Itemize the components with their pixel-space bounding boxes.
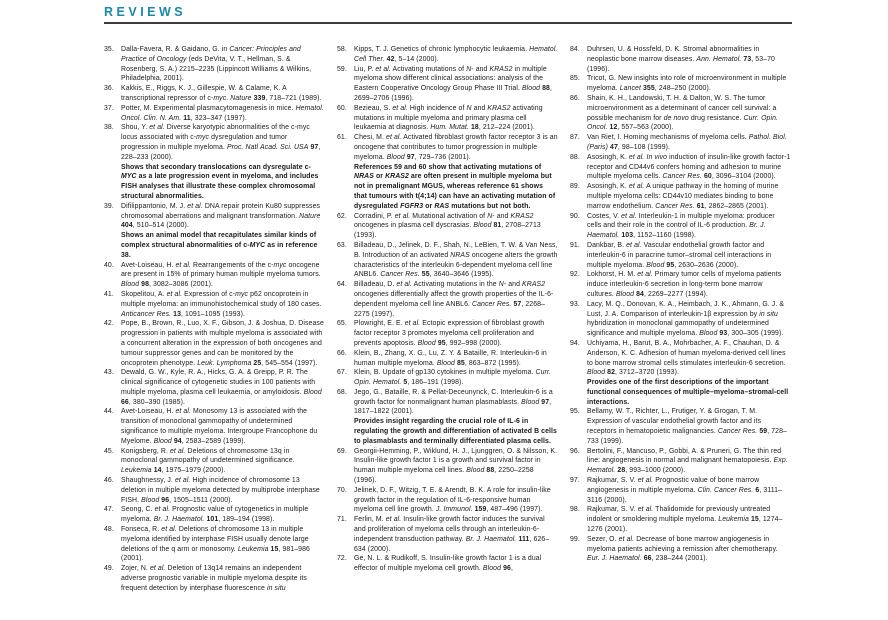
reference-number: 84. (570, 46, 580, 53)
reference-number: 61. (337, 134, 347, 142)
reference-text: Skopelitou, A. et al. Expression of c-myc p62 oncoprotein in multiple myeloma: an immunohistochemical study of 180 cases. Anticancer Res. 13, 1091–1095 (1993). (121, 290, 322, 318)
reference-item (570, 212, 791, 241)
reference-text: Ge, N. L. & Rudikoff, S. Insulin-like growth factor 1 is a dual effector of multiple myeloma cell growth. Blood 96, (354, 555, 542, 573)
reference-text: Difilippantonio, M. J. et al. DNA repair protein Ku80 suppresses chromosomal aberrations and malignant transformation. Nature 404, 510–514 (2000). Shows an animal model that recapitulates similar kinds of complex structural abnormalities of c-MYC as in reference 38. (121, 202, 325, 261)
reference-item (570, 505, 791, 534)
reference-number: 98. (570, 506, 580, 514)
reference-text: Uchiyama, H., Barut, B. A., Mohrbacher, A. F., Chauhan, D. & Anderson, K. C. Adhesion of human myeloma-derived cell lines to bone marrow stromal cells stimulates interleukin-6 secretion. Blood 82, 3712–3720 (1993). Provides one of the first descriptions of the important functional consequences of multiple–myeloma–stromal-cell interactions. (587, 339, 791, 408)
reference-number: 97. (570, 477, 580, 485)
reference-number: 67. (337, 369, 347, 377)
reference-number: 65. (337, 320, 347, 328)
reference-column (104, 45, 325, 594)
reference-text: Rajkumar, S. V. et al. Prognostic value of bone marrow angiogenesis in multiple myeloma. Clin. Cancer Res. 6, 3111–3116 (2000). (587, 477, 782, 504)
reference-number: 87. (570, 134, 580, 142)
reference-text: Georgii-Hemming, P., Wiklund, H. J., Ljunggren, O. & Nilsson, K. Insulin-like growth factor 1 is a growth and survival factor in human multiple myeloma cell lines. Blood 88, 2250–2258 (1996). (354, 447, 558, 485)
reference-text: Zojer, N. et al. Deletion of 13q14 remains an independent adverse prognostic variable in multiple myeloma despite its frequent detection by interphase fluorescence in situ (121, 565, 307, 592)
reference-number: 44. (104, 408, 114, 416)
reference-item (104, 564, 325, 593)
reference-text: Potter, M. Experimental plasmacytomagenesis in mice. Hematol. Oncol. Clin. N. Am. 11, 323–347 (1997). (121, 104, 324, 122)
reference-item (337, 486, 558, 515)
reference-text: Seong, C. et al. Prognostic value of cytogenetics in multiple myeloma. Br. J. Haematol. 101, 189–194 (1998). (121, 506, 309, 524)
reference-highlight-note: Provides one of the first descriptions of the important functional consequences of multiple–myeloma–stromal-cell interactions. (587, 379, 789, 406)
reference-number: 48. (104, 526, 114, 534)
reference-highlight-note: Shows that secondary translocations can dysregulate c-MYC as a late progression event in myeloma, and includes FISH analyses that illustrate these complex chromosomal structural abnormalities. (121, 163, 319, 200)
reference-number: 63. (337, 241, 347, 249)
reference-number: 68. (337, 388, 347, 396)
reference-text: Chesi, M. et al. Activated fibroblast growth factor receptor 3 is an oncogene that contributes to tumor progression in multiple myeloma. Blood 97, 729–736 (2001). References 59 and 60 show that activating mutations of NRAS or KRAS2 are often present in multiple myeloma but not in premalignant MGUS, whereas reference 61 shows that tumours with t(4;14) can have an activating mutation of dysregulated FGFR3 or RAS mutations but not both. (354, 134, 558, 210)
reference-item (337, 45, 558, 65)
reference-text: Pope, B., Brown, R., Luo, X. F., Gibson, J. & Joshua, D. Disease progression in patients with multiple myeloma is associated with a concurrent alteration in the expression of both oncogenes and tumour suppressor genes and can be monitored by the oncoprotein phenotype. Leuk. Lymphoma 25, 545–554 (1997). (121, 320, 324, 367)
reference-column (337, 45, 558, 594)
reference-number: 92. (570, 271, 580, 279)
reference-number: 60. (337, 104, 347, 112)
reference-number: 45. (104, 447, 114, 455)
reference-number: 66. (337, 349, 347, 357)
reference-item (104, 368, 325, 407)
reference-text: Asosingh, K. et al. A unique pathway in the homing of murine multiple myeloma cells: CD44v10 mediates binding to bone marrow endothelium. Cancer Res. 61, 2862–2865 (2001). (587, 183, 779, 210)
reference-item (570, 94, 791, 133)
reference-item (104, 319, 325, 368)
reference-number: 90. (570, 212, 580, 220)
reference-text: Rajkumar, S. V. et al. Thalidomide for previously untreated indolent or smoldering multiple myeloma. Leukemia 15, 1274–1276 (2001). (587, 506, 783, 534)
reference-highlight-note: References 59 and 60 show that activating mutations of NRAS or KRAS2 are often present in multiple myeloma but not in premalignant MGUS, whereas reference 61 shows that tumours with t(4;14) can have an activating mutation of dysregulated FGFR3 or RAS mutations but not both. (354, 163, 556, 210)
reference-text: Costes, V. et al. Interleukin-1 in multiple myeloma: producer cells and their role in the control of IL-6 production. Br. J. Haematol. 103, 1152–1160 (1998). (587, 212, 775, 240)
header-rule (104, 22, 792, 24)
reference-text: Shain, K. H., Landowski, T. H. & Dalton, W. S. The tumor microenvironment as a determinant of cancer cell survival: a possible mechanism for de novo drug resistance. Curr. Opin. Oncol. 12, 557–563 (2000). (587, 94, 779, 132)
reference-item (570, 447, 791, 476)
reference-text: Dankbar, B. et al. Vascular endothelial growth factor and interleukin-6 in paracrine tumor–stromal cell interactions in multiple myeloma. Blood 95, 2630–2636 (2000). (587, 241, 772, 269)
reference-item (104, 447, 325, 476)
reference-item (570, 133, 791, 153)
reference-item (337, 104, 558, 133)
reference-item (104, 407, 325, 446)
reference-text: Konigsberg, R. et al. Deletions of chromosome 13q in monoclonal gammopathy of undetermined significance. Leukemia 14, 1975–1979 (2000). (121, 447, 295, 475)
reference-number: 42. (104, 320, 114, 328)
reference-number: 71. (337, 516, 347, 524)
page-title: REVIEWS (104, 5, 187, 19)
reference-item (337, 65, 558, 104)
reference-item (104, 261, 325, 290)
reference-item (104, 525, 325, 564)
reference-text: Liu, P. et al. Activating mutations of N- and KRAS2 in multiple myeloma show different clinical associations: analysis of the Eastern Cooperative Oncology Group Phase III Trial. Blood 88, 2699–2706 (1996). (354, 65, 553, 102)
reference-item (104, 45, 325, 84)
reference-item (570, 74, 791, 94)
reference-item (337, 447, 558, 486)
reference-item (570, 153, 791, 182)
reference-text: Dalla-Favera, R. & Gaidano, G. in Cancer: Principles and Practice of Oncology (eds DeVita, V. T., Hellman, S. & Rosenberg, S. A.) 2215–2235 (Lippincott Williams & Wilkins, Philadelphia, 2001). (121, 46, 312, 83)
reference-number: 89. (570, 183, 580, 191)
reference-item (104, 476, 325, 505)
reference-text: Lacy, M. Q., Donovan, K. A., Heimbach, J. K., Ahmann, G. J. & Lust, J. A. Comparison of interleukin-1β expression by in situ hybridization in monoclonal gammopathy of undetermined significance and multiple myeloma. Blood 93, 300–305 (1999). (587, 300, 785, 338)
reference-text: Asosingh, K. et al. In vivo induction of insulin-like growth factor-1 receptor and CD44v6 confers homing and adhesion to murine multiple myeloma cells. Cancer Res. 60, 3096–3104 (2000). (587, 153, 791, 181)
reference-columns (104, 45, 792, 594)
reference-number: 91. (570, 241, 580, 249)
reference-number: 36. (104, 85, 114, 93)
reference-item (570, 270, 791, 299)
reference-number: 41. (104, 290, 114, 298)
reference-text: Van Riet, I. Homing mechanisms of myeloma cells. Pathol. Biol. (Paris) 47, 98–108 (1999). (587, 134, 787, 151)
reference-item (337, 388, 558, 447)
reference-item (570, 45, 791, 74)
reference-text: Bezieau, S. et al. High incidence of N and KRAS2 activating mutations in multiple myeloma and primary plasma cell leukaemia at diagnosis. Hum. Mutat. 18, 212–224 (2001). (354, 104, 543, 132)
reference-number: 70. (337, 486, 347, 494)
reference-number: 85. (570, 75, 580, 83)
reference-number: 94. (570, 339, 580, 347)
reference-number: 47. (104, 506, 114, 514)
reference-text: Avet-Loiseau, H. et al. Rearrangements of the c-myc oncogene are present in 15% of primary human multiple myeloma tumors. Blood 98, 3082–3086 (2001). (121, 261, 321, 289)
reference-number: 49. (104, 565, 114, 573)
reference-number: 39. (104, 202, 114, 210)
reference-text: Fonseca, R. et al. Deletions of chromosome 13 in multiple myeloma identified by interphase FISH usually denote large deletions of the q arm or monosomy. Leukemia 15, 981–986 (2001). (121, 526, 310, 563)
reference-text: Kipps, T. J. Genetics of chronic lymphocytic leukaemia. Hematol. Cell Ther. 42, 5–14 (2000). (354, 46, 558, 63)
reference-number: 99. (570, 535, 580, 543)
reference-item (337, 212, 558, 241)
reference-item (104, 104, 325, 124)
reference-text: Plowright, E. E. et al. Ectopic expression of fibroblast growth factor receptor 3 promotes myeloma cell proliferation and prevents apoptosis. Blood 95, 992–998 (2000). (354, 320, 545, 347)
reference-text: Jego, G., Bataille, R. & Pellat-Deceunynck, C. Interleukin-6 is a growth factor for nonmalignant human plasmablasts. Blood 97, 1817–1822 (2001). Provides insight regarding the crucial role of IL-6 in regulating the growth and differentiation of activated B cells to plasmablasts and terminally differentiated plasma cells. (354, 388, 557, 445)
reference-number: 38. (104, 124, 114, 132)
reference-item (570, 241, 791, 270)
reference-text: Shaughnessy, J. et al. High incidence of chromosome 13 deletion in multiple myeloma detected by multiprobe interphase FISH. Blood 96, 1505–1511 (2000). (121, 477, 320, 504)
reference-item (104, 202, 325, 261)
reference-item (337, 349, 558, 369)
reference-text: Duhrsen, U. & Hossfeld, D. K. Stromal abnormalities in neoplastic bone marrow diseases. Ann. Hematol. 73, 53–70 (1996). (587, 46, 775, 73)
reference-highlight-note: Shows an animal model that recapitulates similar kinds of complex structural abnormalities of c-MYC as in reference 38. (121, 232, 318, 259)
reference-number: 64. (337, 281, 347, 289)
reference-item (337, 554, 558, 574)
reference-text: Corradini, P. et al. Mutational activation of N- and KRAS2 oncogenes in plasma cell dyscrasias. Blood 81, 2708–2713 (1993). (354, 212, 541, 240)
reference-text: Kakkis, E., Riggs, K. J., Gillespie, W. & Calame, K. A transcriptional repressor of c-myc. Nature 339, 718–721 (1989). (121, 85, 322, 102)
reference-number: 69. (337, 447, 347, 455)
reference-item (337, 319, 558, 348)
reference-number: 72. (337, 555, 347, 563)
reference-text: Avet-Loiseau, H. et al. Monosomy 13 is associated with the transition of monoclonal gammopathy of undetermined significance to multiple myeloma. Intergroupe Francophone du Myelome. Blood 94, 2583–2589 (1999). (121, 408, 318, 445)
reference-number: 96. (570, 447, 580, 455)
reference-item (337, 133, 558, 211)
reference-number: 58. (337, 46, 347, 53)
reference-item (104, 505, 325, 525)
reference-text: Shou, Y. et al. Diverse karyotypic abnormalities of the c-myc locus associated with c-myc dysregulation and tumor progression in multiple myeloma. Proc. Natl Acad. Sci. USA 97, 228–233 (2000). Shows that secondary translocations can dysregulate c-MYC as a late progression event in myeloma, and includes FISH analyses that illustrate these complex chromosomal structural abnormalities. (121, 123, 325, 201)
reference-item (337, 515, 558, 554)
reference-number: 40. (104, 261, 114, 269)
reference-number: 43. (104, 369, 114, 377)
reference-text: Ferlin, M. et al. Insulin-like growth factor induces the survival and proliferation of myeloma cells through an interleukin-6-independent transduction pathway. Br. J. Haematol. 111, 626–634 (2000). (354, 516, 550, 553)
reference-highlight-note: Provides insight regarding the crucial role of IL-6 in regulating the growth and differentiation of activated B cells to plasmablasts and terminally differentiated plasma cells. (354, 418, 557, 445)
reference-text: Sezer, O. et al. Decrease of bone marrow angiogenesis in myeloma patients achieving a remission after chemotherapy. Eur. J. Haematol. 66, 238–244 (2001). (587, 535, 778, 563)
reference-item (104, 84, 325, 104)
reference-number: 59. (337, 65, 347, 73)
reference-number: 37. (104, 104, 114, 112)
reference-item (570, 535, 791, 564)
reference-item (337, 241, 558, 280)
reference-text: Bellamy, W. T., Richter, L., Frutiger, Y. & Grogan, T. M. Expression of vascular endothelial growth factor and its receptors in hematopoietic malignancies. Cancer Res. 59, 728–733 (1999). (587, 408, 787, 445)
reference-text: Tricot, G. New insights into role of microenvironment in multiple myeloma. Lancet 355, 248–250 (2000). (587, 75, 787, 93)
reference-number: 35. (104, 46, 114, 53)
reference-text: Dewald, G. W., Kyle, R. A., Hicks, G. A. & Greipp, P. R. The clinical significance of cytogenetic studies in 100 patients with multiple myeloma, plasma cell leukaemia, or amyloidosis. Blood 66, 380–390 (1985). (121, 369, 322, 406)
reference-item (570, 182, 791, 211)
reference-item (570, 407, 791, 446)
reference-item (570, 339, 791, 408)
reference-number: 62. (337, 212, 347, 220)
reference-text: Billadeau, D. et al. Activating mutations in the N- and KRAS2 oncogenes differentially affect the growth properties of the IL-6-dependent myeloma cell line ANBL6. Cancer Res. 57, 2268–2275 (1997). (354, 281, 554, 318)
reference-text: Klein, B., Zhang, X. G., Lu, Z. Y. & Bataille, R. Interleukin-6 in human multiple myeloma. Blood 85, 863–872 (1995). (354, 349, 547, 367)
reference-text: Bertolini, F., Mancuso, P., Gobbi, A. & Pruneri, G. The thin red line: angiogenesis in normal and malignant hematopoiesis. Exp. Hematol. 28, 993–1000 (2000). (587, 447, 788, 475)
reference-text: Jelinek, D. F., Witzig, T. E. & Arendt, B. K. A role for insulin-like growth factor in the regulation of IL-6-responsive human myeloma cell line growth. J. Immunol. 159, 487–496 (1997). (354, 486, 551, 514)
reference-item (570, 476, 791, 505)
reference-item (570, 300, 791, 339)
reference-number: 86. (570, 94, 580, 102)
reference-number: 93. (570, 300, 580, 308)
reference-item (337, 280, 558, 319)
reference-number: 95. (570, 408, 580, 416)
reference-column (570, 45, 791, 594)
reference-number: 46. (104, 477, 114, 485)
reference-text: Klein, B. Update of gp130 cytokines in multiple myeloma. Curr. Opin. Hematol. 5, 186–191 (1998). (354, 369, 552, 387)
reference-number: 88. (570, 153, 580, 161)
reference-text: Billadeau, D., Jelinek, D. F., Shah, N., LeBien, T. W. & Van Ness, B. Introduction of an activated NRAS oncogene alters the growth characteristics of the interleukin 6-dependent myeloma cell line ANBL6. Cancer Res. 55, 3640–3646 (1995). (354, 241, 558, 279)
reference-item (337, 368, 558, 388)
reference-text: Lokhorst, H. M. et al. Primary tumor cells of myeloma patients induce interleukin-6 secretion in long-term bone marrow cultures. Blood 84, 2269–2277 (1994). (587, 271, 782, 298)
reference-item (104, 290, 325, 319)
reference-item (104, 123, 325, 201)
